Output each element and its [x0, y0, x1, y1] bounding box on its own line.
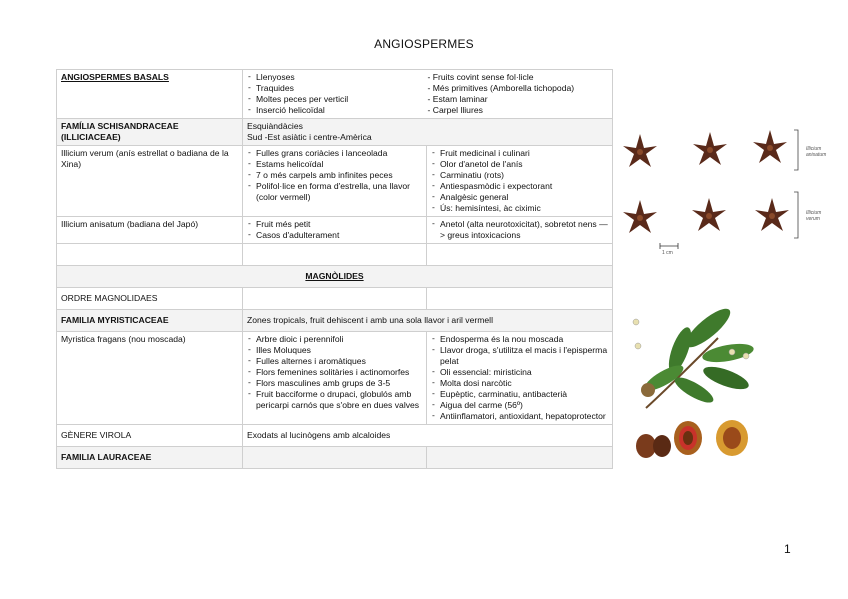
list-item: - Antiespasmòdic i expectorant [431, 181, 608, 192]
row-basals [57, 70, 613, 119]
row-ordre [57, 288, 613, 310]
lauraceae-label: FAMILIA LAURACEAE [57, 447, 243, 469]
empty-cell [427, 447, 613, 469]
verum-col-1 [243, 146, 427, 217]
virola-label: GÈNERE VIROLA [57, 425, 243, 447]
list-item: - Estams helicoïdal [247, 159, 422, 170]
empty-cell [243, 288, 427, 310]
list-item: - Fulles grans coriàcies i lanceolada [247, 148, 422, 159]
list-item: - Fruit més petit [247, 219, 422, 230]
basals-content [243, 70, 613, 119]
list-item: - Fruits covint sense fol·licle [427, 72, 534, 82]
list-item: - Aigua del carme (56º) [431, 400, 608, 411]
list-item: - Arbre dioic i perennifoli [247, 334, 422, 345]
list-item: - Antiinflamatori, antioxidant, hepatoprotector [431, 411, 608, 422]
list-item: - Carminatiu (rots) [431, 170, 608, 181]
star-caption-bottom: Illicium verum [806, 210, 822, 222]
list-item: - Inserció helicoïdal [247, 105, 428, 116]
list-item: - Endosperma és la nou moscada [431, 334, 608, 345]
fragans-col-1 [243, 332, 427, 425]
list-item: - Carpel lliures [427, 105, 483, 115]
list-item: - Traquides [247, 83, 428, 94]
star-caption-top: Illicium anisatum [806, 146, 827, 158]
schisandraceae-desc-1: Esquiàndàcies [247, 121, 303, 131]
basals-list-2 [428, 72, 609, 116]
fragans-col-2 [427, 332, 613, 425]
row-empty [57, 244, 613, 266]
nutmeg-figure [628, 298, 760, 464]
list-item: - Ús: hemisíntesi, àc ciximic [431, 203, 608, 214]
magnolides-heading: MAGNÒLIDES [57, 266, 613, 288]
row-illicium-anisatum [57, 217, 613, 244]
list-item: - Casos d'adulterament [247, 230, 422, 241]
anisatum-col-2 [427, 217, 613, 244]
row-myristica-fragans [57, 332, 613, 425]
nutmeg-plant-icon [628, 298, 760, 464]
row-lauraceae [57, 447, 613, 469]
ordre-label: ORDRE MAGNOLIDAES [57, 288, 243, 310]
list-item: - Fulles alternes i aromàtiques [247, 356, 422, 367]
list-item: - Illes Moluques [247, 345, 422, 356]
anisatum-col-1 [243, 217, 427, 244]
list-item: - Molta dosi narcòtic [431, 378, 608, 389]
basals-label: ANGIOSPERMES BASALS [57, 70, 243, 119]
virola-desc: Exodats al lucinògens amb alcaloides [243, 425, 613, 447]
page-number: 1 [784, 542, 791, 556]
empty-cell [57, 244, 243, 266]
schisandraceae-desc-2: Sud -Est asiàtic i centre-Amèrica [247, 132, 372, 142]
list-item: - Fruit bacciforme o drupaci, globulós amb pericarpi carnós que s'obre en dues valves [247, 389, 422, 411]
angiospermes-table [56, 69, 613, 469]
list-item: - Llavor droga, s'utilitza el macis i l'episperma pelat [431, 345, 608, 367]
basals-list-1 [247, 72, 428, 116]
myristicaceae-desc: Zones tropicals, fruit dehiscent i amb una sola llavor i aril vermell [243, 310, 613, 332]
schisandraceae-desc [243, 119, 613, 146]
list-item: - Anetol (alta neurotoxicitat), sobretot nens —> greus intoxicacions [431, 219, 608, 241]
schisandraceae-label: FAMÍLIA SCHISANDRACEAE (ILLICIACEAE) [57, 119, 243, 146]
fragans-label: Myristica fragans (nou moscada) [57, 332, 243, 425]
anisatum-label: Illicium anisatum (badiana del Japó) [57, 217, 243, 244]
page-title: ANGIOSPERMES [374, 37, 474, 51]
star-anise-icon [612, 120, 838, 265]
empty-cell [243, 244, 427, 266]
row-magnolides [57, 266, 613, 288]
list-item: - Flors femenines solitàries i actinomorfes [247, 367, 422, 378]
row-virola [57, 425, 613, 447]
list-item: - 7 o més carpels amb infinites peces [247, 170, 422, 181]
list-item: - Llenyoses [247, 72, 428, 83]
empty-cell [427, 244, 613, 266]
list-item: - Oli essencial: miristicina [431, 367, 608, 378]
star-anise-figure [612, 120, 838, 265]
row-schisandraceae [57, 119, 613, 146]
myristicaceae-label: FAMILIA MYRISTICACEAE [57, 310, 243, 332]
list-item: - Moltes peces per verticil [247, 94, 428, 105]
list-item: - Analgèsic general [431, 192, 608, 203]
list-item: - Flors masculines amb grups de 3-5 [247, 378, 422, 389]
scale-label: 1 cm [662, 250, 673, 256]
list-item: - Olor d'anetol de l'anís [431, 159, 608, 170]
list-item: - Estam laminar [427, 94, 488, 104]
empty-cell [427, 288, 613, 310]
list-item: - Polifol·lice en forma d'estrella, una llavor (color vermell) [247, 181, 422, 203]
row-myristicaceae [57, 310, 613, 332]
verum-label: Illicium verum (anís estrellat o badiana de la Xina) [57, 146, 243, 217]
verum-col-2 [427, 146, 613, 217]
list-item: - Fruit medicinal i culinari [431, 148, 608, 159]
row-illicium-verum [57, 146, 613, 217]
list-item: - Eupèptic, carminatiu, antibacterià [431, 389, 608, 400]
empty-cell [243, 447, 427, 469]
list-item: - Més primitives (Amborella tichopoda) [427, 83, 575, 93]
